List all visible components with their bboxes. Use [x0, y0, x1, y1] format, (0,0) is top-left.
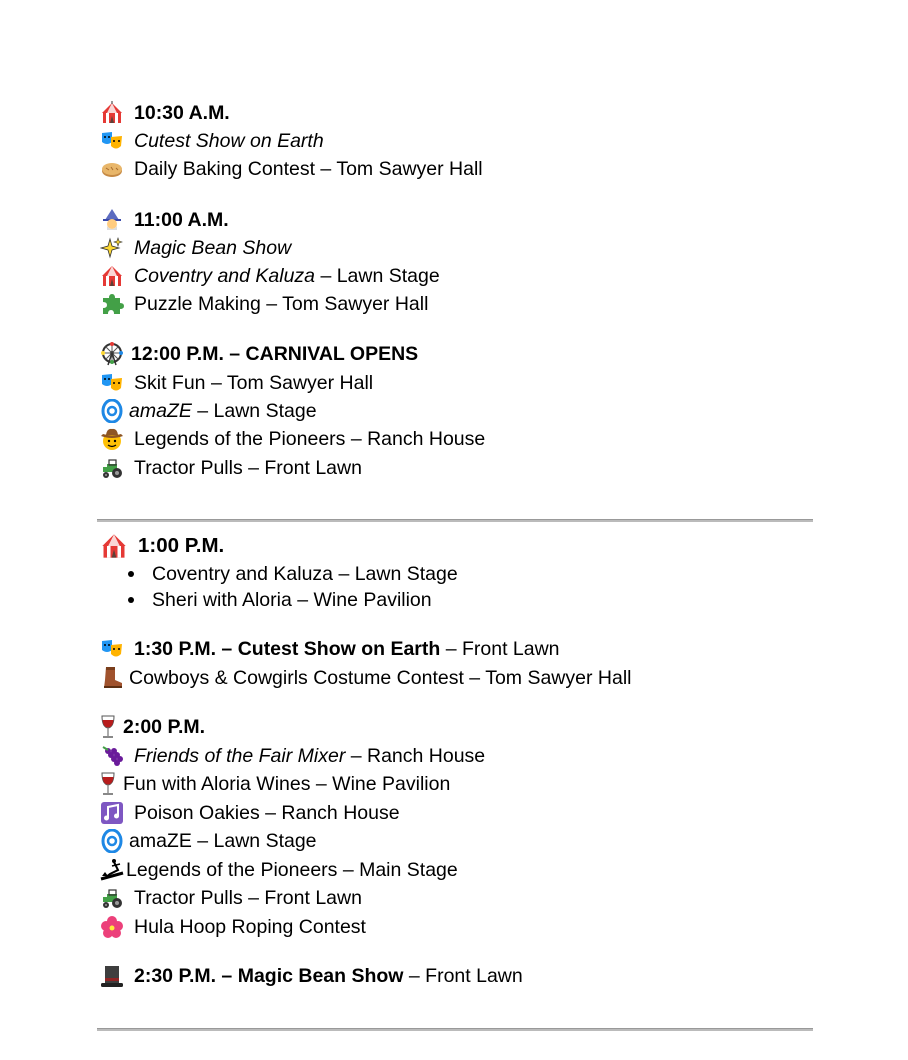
- event-title: Friends of the Fair Mixer: [134, 744, 346, 767]
- top-hat-icon: [100, 964, 124, 988]
- event-line: [100, 397, 317, 425]
- cowboy-face-icon: [100, 427, 124, 451]
- event-title: amaZE: [129, 399, 192, 422]
- schedule-heading-100: [100, 532, 224, 560]
- event-title: Skit Fun – Tom Sawyer Hall: [134, 371, 374, 394]
- schedule-heading-1030: [100, 99, 230, 127]
- musical-notes-icon: [100, 801, 124, 825]
- schedule-heading-230: [100, 962, 523, 990]
- performing-arts-icon: [100, 637, 124, 661]
- event-line: [100, 913, 366, 941]
- event-line: [100, 234, 291, 262]
- event-location: – Lawn Stage: [191, 399, 317, 422]
- time-label: 2:30 P.M. – Magic Bean Show: [134, 964, 404, 987]
- event-title: Coventry and Kaluza: [134, 264, 316, 287]
- ferris-wheel-icon: [100, 342, 124, 366]
- event-line: [100, 799, 400, 827]
- event-line: [100, 425, 485, 453]
- performing-arts-icon: [100, 129, 124, 153]
- list-item: [128, 587, 432, 613]
- event-title: Cowboys & Cowgirls Costume Contest – Tom Sawyer Hall: [129, 666, 632, 689]
- snowboarder-icon: [100, 858, 122, 882]
- event-line: [100, 742, 485, 770]
- event-title: Tractor Pulls – Front Lawn: [134, 456, 362, 479]
- list-item-text: Coventry and Kaluza – Lawn Stage: [152, 562, 458, 585]
- circus-tent-icon: [100, 532, 128, 560]
- event-line: [100, 127, 324, 155]
- event-line: [100, 770, 450, 798]
- event-title: Cutest Show on Earth: [134, 129, 324, 152]
- time-label: 1:00 P.M.: [138, 534, 225, 557]
- time-label: 2:00 P.M.: [123, 715, 206, 738]
- event-line: [100, 827, 317, 855]
- time-label: 12:00 P.M. – CARNIVAL OPENS: [131, 342, 419, 365]
- section-divider: [97, 1028, 813, 1031]
- event-location: – Front Lawn: [440, 637, 560, 660]
- event-title: amaZE – Lawn Stage: [129, 829, 317, 852]
- event-title: Tractor Pulls – Front Lawn: [134, 886, 362, 909]
- hibiscus-icon: [100, 915, 124, 939]
- event-title: Daily Baking Contest – Tom Sawyer Hall: [134, 157, 483, 180]
- list-item-text: Sheri with Aloria – Wine Pavilion: [152, 588, 432, 611]
- event-title: Magic Bean Show: [134, 236, 292, 259]
- tractor-icon: [100, 456, 124, 480]
- event-location: – Front Lawn: [403, 964, 523, 987]
- schedule-heading-130: [100, 635, 560, 663]
- event-line: [100, 454, 362, 482]
- mage-icon: [100, 208, 124, 232]
- event-title: Puzzle Making – Tom Sawyer Hall: [134, 292, 429, 315]
- time-label: 1:30 P.M. – Cutest Show on Earth: [134, 637, 441, 660]
- time-label: 11:00 A.M.: [134, 208, 229, 231]
- sparkles-icon: [100, 236, 124, 260]
- schedule-heading-1200: [100, 340, 418, 368]
- grapes-icon: [100, 744, 124, 768]
- event-line: [100, 664, 632, 692]
- schedule-heading-1100: [100, 206, 229, 234]
- event-line: [100, 262, 440, 290]
- wine-glass-icon: [100, 772, 116, 796]
- cyclone-icon: [100, 829, 120, 853]
- performing-arts-icon: [100, 371, 124, 395]
- wine-glass-icon: [100, 715, 116, 739]
- bullet-icon: [128, 571, 134, 577]
- event-title: Legends of the Pioneers – Main Stage: [126, 858, 458, 881]
- event-line: [100, 155, 483, 183]
- pie-icon: [100, 157, 124, 181]
- event-title: Hula Hoop Roping Contest: [134, 915, 366, 938]
- event-title: Fun with Aloria Wines – Wine Pavilion: [123, 772, 451, 795]
- event-location: – Lawn Stage: [315, 264, 440, 287]
- puzzle-piece-icon: [100, 292, 124, 316]
- cyclone-icon: [100, 399, 120, 423]
- event-line: [100, 369, 373, 397]
- circus-tent-icon: [100, 264, 124, 288]
- event-title: Legends of the Pioneers – Ranch House: [134, 427, 486, 450]
- list-item: [128, 561, 458, 587]
- time-label: 10:30 A.M.: [134, 101, 230, 124]
- event-title: Poison Oakies – Ranch House: [134, 801, 400, 824]
- section-divider: [97, 519, 813, 522]
- event-location: – Ranch House: [345, 744, 486, 767]
- bullet-icon: [128, 597, 134, 603]
- event-line: [100, 884, 362, 912]
- tractor-icon: [100, 886, 124, 910]
- event-line: [100, 856, 458, 884]
- schedule-heading-200: [100, 713, 205, 741]
- circus-tent-icon: [100, 101, 124, 125]
- cowboy-boot-icon: [100, 666, 120, 690]
- event-line: [100, 290, 428, 318]
